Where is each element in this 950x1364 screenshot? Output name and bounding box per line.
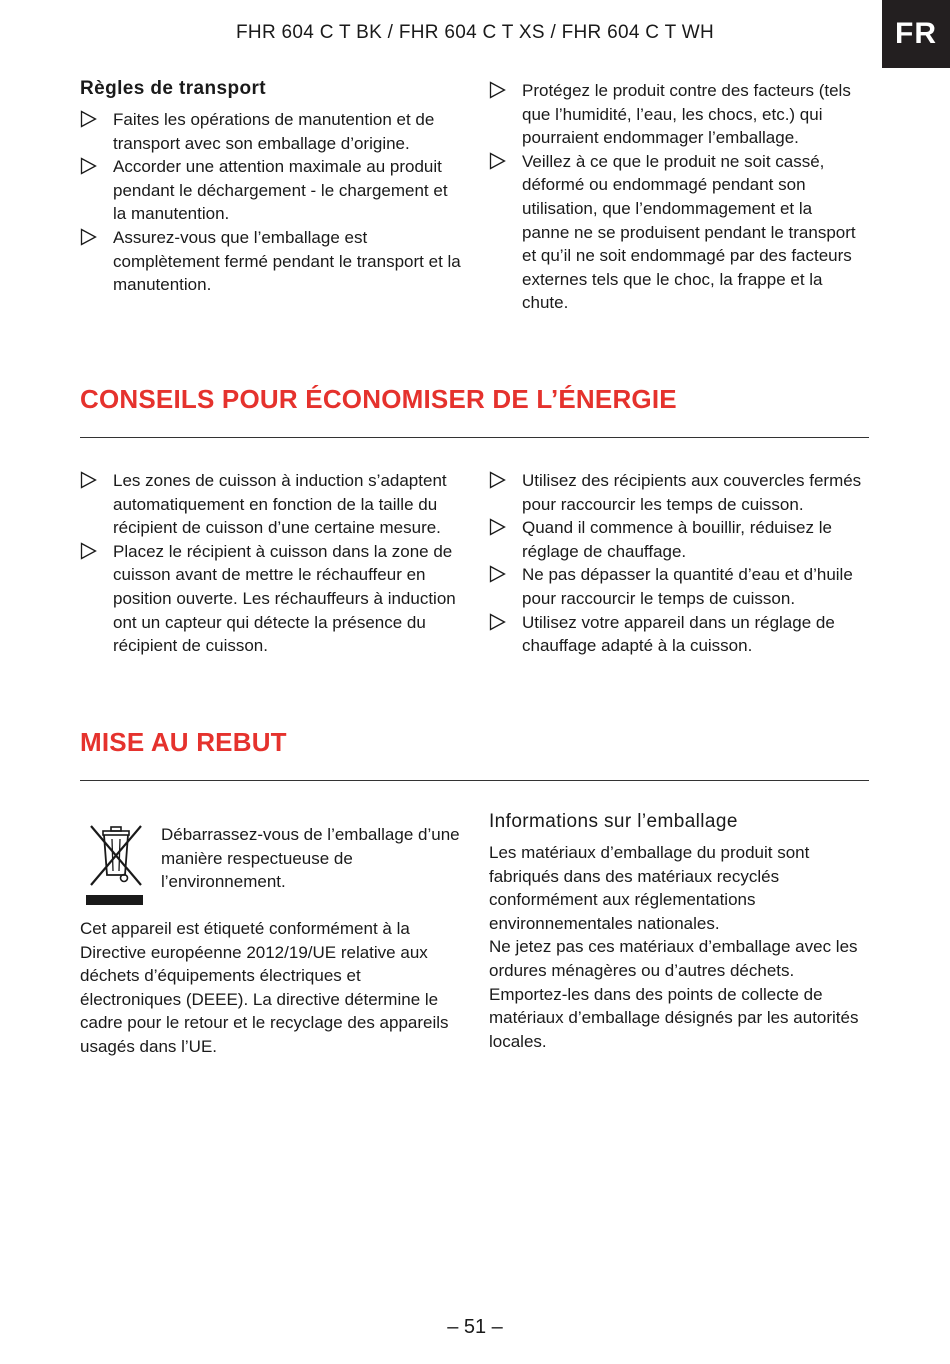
triangle-bullet-icon	[80, 471, 97, 489]
transport-left-list	[80, 108, 465, 297]
disposal-section-title: MISE AU REBUT	[80, 727, 287, 757]
list-item: Faites les opérations de manutention et de transport avec son emballage d’origine.	[80, 108, 465, 155]
energy-right-list	[489, 469, 869, 658]
list-item: Protégez le produit contre des facteurs (tels que l’humidité, l’eau, les chocs, etc.) qui pourraient endommager l’emballage.	[489, 79, 859, 150]
triangle-bullet-icon	[80, 228, 97, 246]
triangle-bullet-icon	[80, 110, 97, 128]
icon-caption: Débarrassez-vous de l’emballage d’une manière respectueuse de l’environnement.	[161, 825, 460, 892]
list-item: Quand il commence à bouillir, réduisez le réglage de chauffage.	[489, 516, 869, 563]
transport-right-list	[489, 79, 859, 315]
list-item: Les zones de cuisson à induction s’adaptent automatiquement en fonction de la taille du récipient de cuisson d’une certaine mesure.	[80, 469, 465, 540]
list-item: Placez le récipient à cuisson dans la zone de cuisson avant de mettre le réchauffeur en position ouverte. Les réchauffeurs à induction ont un capteur qui détecte la présence du récipient de cuisson.	[80, 540, 465, 658]
triangle-bullet-icon	[489, 518, 506, 536]
packaging-info	[489, 811, 869, 1053]
divider	[80, 437, 869, 438]
energy-right-column	[489, 469, 869, 658]
energy-left-list	[80, 469, 465, 658]
list-item: Veillez à ce que le produit ne soit cassé, déformé ou endommagé pendant son utilisation, que l’endommagement et la panne ne se produisent pendant le transport et qu’il ne soit endommagé par des facteurs externes tels que le choc, la frappe et la chute.	[489, 150, 859, 315]
language-tab: FR	[882, 0, 950, 68]
triangle-bullet-icon	[489, 81, 506, 99]
list-item: Ne pas dépasser la quantité d’eau et d’huile pour raccourcir le temps de cuisson.	[489, 563, 869, 610]
divider	[80, 780, 869, 781]
page-header-title: FHR 604 C T BK / FHR 604 C T XS / FHR 604 C T WH	[236, 22, 714, 43]
list-item: Utilisez votre appareil dans un réglage de chauffage adapté à la cuisson.	[489, 611, 869, 658]
triangle-bullet-icon	[489, 565, 506, 583]
transport-heading: Règles de transport	[80, 78, 267, 99]
packaging-heading: Informations sur l’emballage	[489, 811, 738, 832]
triangle-bullet-icon	[80, 157, 97, 175]
packaging-paragraph-1: Les matériaux d’emballage du produit sont fabriqués dans des matériaux recyclés conformément aux réglementations environnementales nationales.	[489, 843, 810, 933]
list-item: Assurez-vous que l’emballage est complètement fermé pendant le transport et la manutention.	[80, 226, 465, 297]
directive-paragraph: Cet appareil est étiqueté conformément à la Directive européenne 2012/19/UE relative aux déchets d’équipements électriques et électroniques (DEEE). La directive détermine le cadre pour le retour et le recyclage des appareils usagés dans l’UE.	[80, 919, 449, 1056]
page-number: – 51 –	[447, 1316, 503, 1338]
transport-right-column	[489, 79, 859, 315]
energy-left-column	[80, 469, 465, 658]
triangle-bullet-icon	[80, 542, 97, 560]
list-item: Accorder une attention maximale au produit pendant le déchargement - le chargement et la manutention.	[80, 155, 465, 226]
list-item: Utilisez des récipients aux couvercles fermés pour raccourcir les temps de cuisson.	[489, 469, 869, 516]
triangle-bullet-icon	[489, 152, 506, 170]
triangle-bullet-icon	[489, 471, 506, 489]
transport-left-column	[80, 78, 465, 297]
packaging-paragraph-2: Ne jetez pas ces matériaux d’emballage avec les ordures ménagères ou d’autres déchets. Emportez-les dans des points de collecte de matériaux d’emballage désignés par les autorités locales.	[489, 937, 859, 1051]
weee-crossed-bin-icon	[86, 823, 146, 907]
triangle-bullet-icon	[489, 613, 506, 631]
energy-section-title: CONSEILS POUR ÉCONOMISER DE L’ÉNERGIE	[80, 384, 677, 414]
